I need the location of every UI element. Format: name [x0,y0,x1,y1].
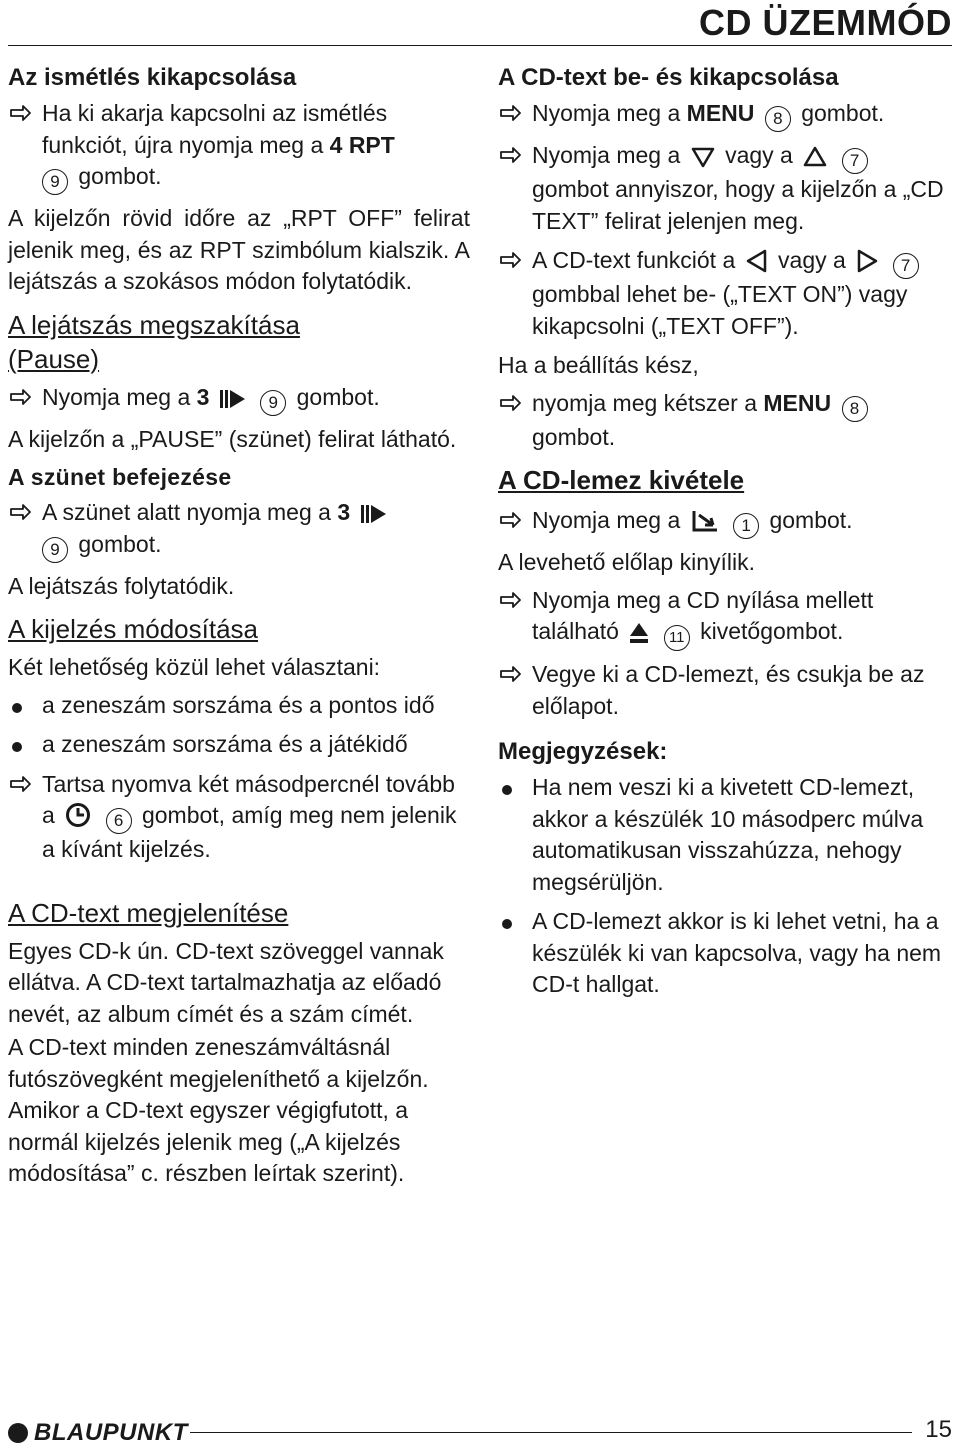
triangle-down-icon [691,146,715,168]
play-pause-icon [220,388,246,410]
brand-name: BLAUPUNKT [34,1419,188,1446]
page-number: 15 [925,1416,952,1443]
button-number-badge: 9 [42,169,68,195]
button-number-badge: 1 [733,513,759,539]
arrow-right-icon [498,585,524,616]
button-number-badge: 6 [106,808,132,834]
arrow-right-icon [498,245,524,276]
instruction-pause: Nyomja meg a 3 9 gombot. [8,382,470,416]
arrow-right-icon [498,388,524,419]
header-divider [8,45,952,46]
section-heading-cd-text-toggle: A CD-text be- és kikapcsolása [498,64,839,91]
bullet-icon [12,703,22,713]
instruction-eject-button: Nyomja meg a CD nyílása mellett található 11 kivetőgombot. [498,585,953,652]
brand-dot-icon [8,1423,28,1443]
key-label: MENU [686,100,755,126]
left-column [8,62,470,1196]
key-label: 4 RPT [329,131,395,158]
instruction-repeat-off: Ha ki akarja kapcsolni az ismétlés funkciót, újra nyomja meg a 4 RPT 9 gombot. [8,98,470,195]
list-item: a zeneszám sorszáma és a játékidő [8,729,470,761]
arrow-right-icon [498,140,524,171]
triangle-right-icon [856,249,878,273]
play-pause-icon [361,503,387,525]
section-heading-cd-eject: A CD-lemez kivétele [498,465,745,495]
arrow-right-icon [498,505,524,536]
button-number-badge: 9 [260,390,286,416]
paragraph-cd-text-2: A CD-text minden zeneszámváltásnál futószövegként megjeleníthető a kijelzőn. Amikor a CD-text egyszer végigfutott, a normál kijelzés jelenik meg („A kijelzés módosítása” c. részben leírtak szerint). [8,1034,429,1186]
triangle-up-icon [803,146,827,168]
instruction-menu-twice: nyomja meg kétszer a MENU 8 gombot. [498,388,953,454]
instruction-open-panel: Nyomja meg a 1 gombot. [498,505,953,539]
arrow-right-icon [8,98,34,129]
key-label: 3 [196,383,210,410]
instruction-display-mode: Tartsa nyomva két másodpercnél tovább a 6 gombot, amíg meg nem jelenik a kívánt kijelzés. [8,769,470,866]
button-number-badge: 9 [42,537,68,563]
instruction-remove-cd: Vegye ki a CD-lemezt, és csukja be az előlapot. [498,659,953,722]
bullet-icon [502,785,512,795]
instruction-left-right: A CD-text funkciót a vagy a 7 gombbal lehet be- („TEXT ON”) vagy kikapcsolni („TEXT OFF”). [498,245,953,342]
instruction-menu: Nyomja meg a MENU 8 gombot. [498,98,953,132]
section-heading-pause: A lejátszás megszakítása (Pause) [8,309,300,374]
eject-icon [629,622,649,644]
section-heading-repeat-off: Az ismétlés kikapcsolása [8,64,297,91]
brand-logo [8,1419,188,1447]
footer-divider [190,1432,912,1433]
release-panel-icon [691,509,719,533]
triangle-left-icon [746,249,768,273]
paragraph-settings-done: Ha a beállítás kész, [498,352,699,378]
instruction-up-down: Nyomja meg a vagy a 7 gombot annyiszor, hogy a kijelzőn a „CD TEXT” felirat jelenjen meg. [498,140,953,237]
paragraph-display-mode: Két lehetőség közül lehet választani: [8,654,381,680]
right-column [498,62,953,1009]
button-number-badge: 8 [842,396,868,422]
paragraph-cd-text-1: Egyes CD-k ún. CD-text szöveggel vannak ellátva. A CD-text tartalmazhatja az előadó nevét, az album címét és a szám címét. [8,937,444,1027]
paragraph-pause: A kijelzőn a „PAUSE” (szünet) felirat látható. [8,425,457,452]
section-heading-cd-text-display: A CD-text megjelenítése [8,897,289,928]
section-heading-resume: A szünet befejezése [8,464,232,490]
paragraph-panel-opens: A levehető előlap kinyílik. [498,549,755,575]
arrow-right-icon [8,382,34,413]
clock-icon [65,802,91,828]
list-item: Ha nem veszi ki a kivetett CD-lemezt, akkor a készülék 10 másodperc múlva automatikusan visszahúzza, nehogy megsérüljön. [498,772,953,898]
page-header-title: CD ÜZEMMÓD [699,2,952,43]
button-number-badge: 7 [842,148,868,174]
paragraph-resume: A lejátszás folytatódik. [8,572,235,599]
arrow-right-icon [498,659,524,690]
button-number-badge: 11 [664,625,690,651]
section-heading-display-mode: A kijelzés módosítása [8,614,259,644]
instruction-resume: A szünet alatt nyomja meg a 3 9 gombot. [8,497,470,563]
bullet-icon [12,742,22,752]
paragraph-repeat-off: A kijelzőn rövid időre az „RPT OFF” felirat jelenik meg, és az RPT szimbólum kialszik. A lejátszás a szokásos módon folytatódik. [8,205,470,294]
arrow-right-icon [8,497,34,528]
list-item: A CD-lemezt akkor is ki lehet vetni, ha a készülék ki van kapcsolva, vagy ha nem CD-t hallgat. [498,906,953,1001]
arrow-right-icon [498,98,524,129]
key-label: 3 [337,499,351,525]
key-label: MENU [763,389,832,416]
bullet-icon [502,919,512,929]
button-number-badge: 8 [765,106,791,132]
arrow-right-icon [8,769,34,800]
button-number-badge: 7 [893,253,919,279]
section-heading-notes: Megjegyzések: [498,738,668,765]
list-item: a zeneszám sorszáma és a pontos idő [8,690,470,722]
